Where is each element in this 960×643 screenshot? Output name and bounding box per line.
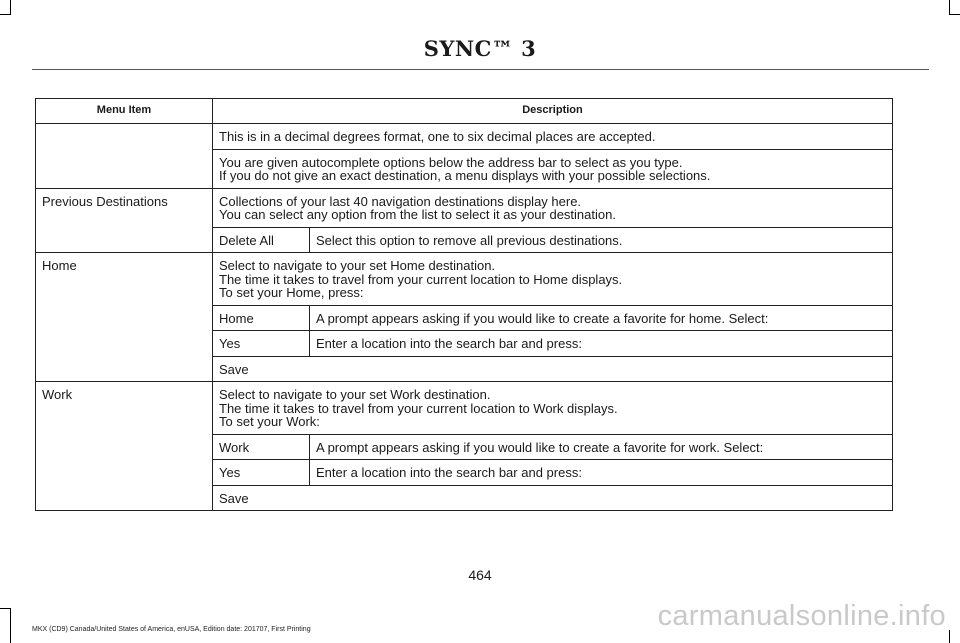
sub-item-label: Yes xyxy=(213,460,310,486)
sub-item-delete-all: Delete All xyxy=(213,227,310,253)
sub-item-description: A prompt appears asking if you would like to create a favorite for work. Select: xyxy=(310,434,893,460)
sub-item-save: Save xyxy=(213,485,893,511)
page-title: SYNC™ 3 xyxy=(423,36,537,61)
menu-item-work: Work xyxy=(36,382,213,511)
sub-item-label: Home xyxy=(213,305,310,331)
description-text: To set your Home, press: xyxy=(219,285,364,300)
description-cell xyxy=(213,253,893,306)
sub-item-description: Enter a location into the search bar and press: xyxy=(310,460,893,486)
description-cell xyxy=(213,382,893,435)
crop-mark xyxy=(949,630,950,643)
description-cell xyxy=(213,149,893,188)
sub-item-save: Save xyxy=(213,356,893,382)
header-rule xyxy=(32,69,929,70)
sub-item-label: Yes xyxy=(213,331,310,357)
footer-edition: MKX (CD9) Canada/United States of America, enUSA, Edition date: 201707, First Printing xyxy=(32,626,311,633)
sub-item-label: Work xyxy=(213,434,310,460)
crop-mark xyxy=(0,608,11,609)
description-text: If you do not give an exact destination, a menu displays with your possible selections. xyxy=(219,168,711,183)
crop-mark xyxy=(949,14,960,15)
column-header-description: Description xyxy=(213,99,893,124)
table-row xyxy=(36,188,893,227)
menu-item-cell xyxy=(36,124,213,189)
description-cell xyxy=(213,188,893,227)
description-text: The time it takes to travel from your current location to Home displays. xyxy=(219,271,623,287)
table-row xyxy=(36,124,893,150)
sub-item-description: Select this option to remove all previous destinations. xyxy=(310,227,893,253)
description-text: This is in a decimal degrees format, one to six decimal places are accepted. xyxy=(219,129,656,144)
table-row xyxy=(36,253,893,306)
sub-item-description: Enter a location into the search bar and press: xyxy=(310,331,893,357)
description-text: You can select any option from the list to select it as your destination. xyxy=(219,207,616,222)
column-header-menu-item: Menu Item xyxy=(36,99,213,124)
menu-item-previous-destinations: Previous Destinations xyxy=(36,188,213,253)
description-text: Select to navigate to your set Home destination. xyxy=(219,258,496,273)
crop-mark xyxy=(949,0,950,14)
watermark: carmanualsonline.info xyxy=(657,600,946,632)
crop-mark xyxy=(10,608,11,643)
crop-mark xyxy=(10,0,11,14)
description-text: The time it takes to travel from your current location to Work displays. xyxy=(219,400,618,416)
page-number: 464 xyxy=(468,567,492,583)
menu-item-home: Home xyxy=(36,253,213,382)
description-cell xyxy=(213,124,893,150)
description-text: You are given autocomplete options below the address bar to select as you type. xyxy=(219,154,683,170)
sub-item-description: A prompt appears asking if you would like to create a favorite for home. Select: xyxy=(310,305,893,331)
description-text: Select to navigate to your set Work destination. xyxy=(219,387,491,402)
crop-mark xyxy=(0,14,11,15)
table-header-row xyxy=(36,99,893,124)
description-text: Collections of your last 40 navigation destinations display here. xyxy=(219,193,582,209)
table-row xyxy=(36,382,893,435)
description-text: To set your Work: xyxy=(219,414,320,429)
menu-table xyxy=(35,98,893,511)
